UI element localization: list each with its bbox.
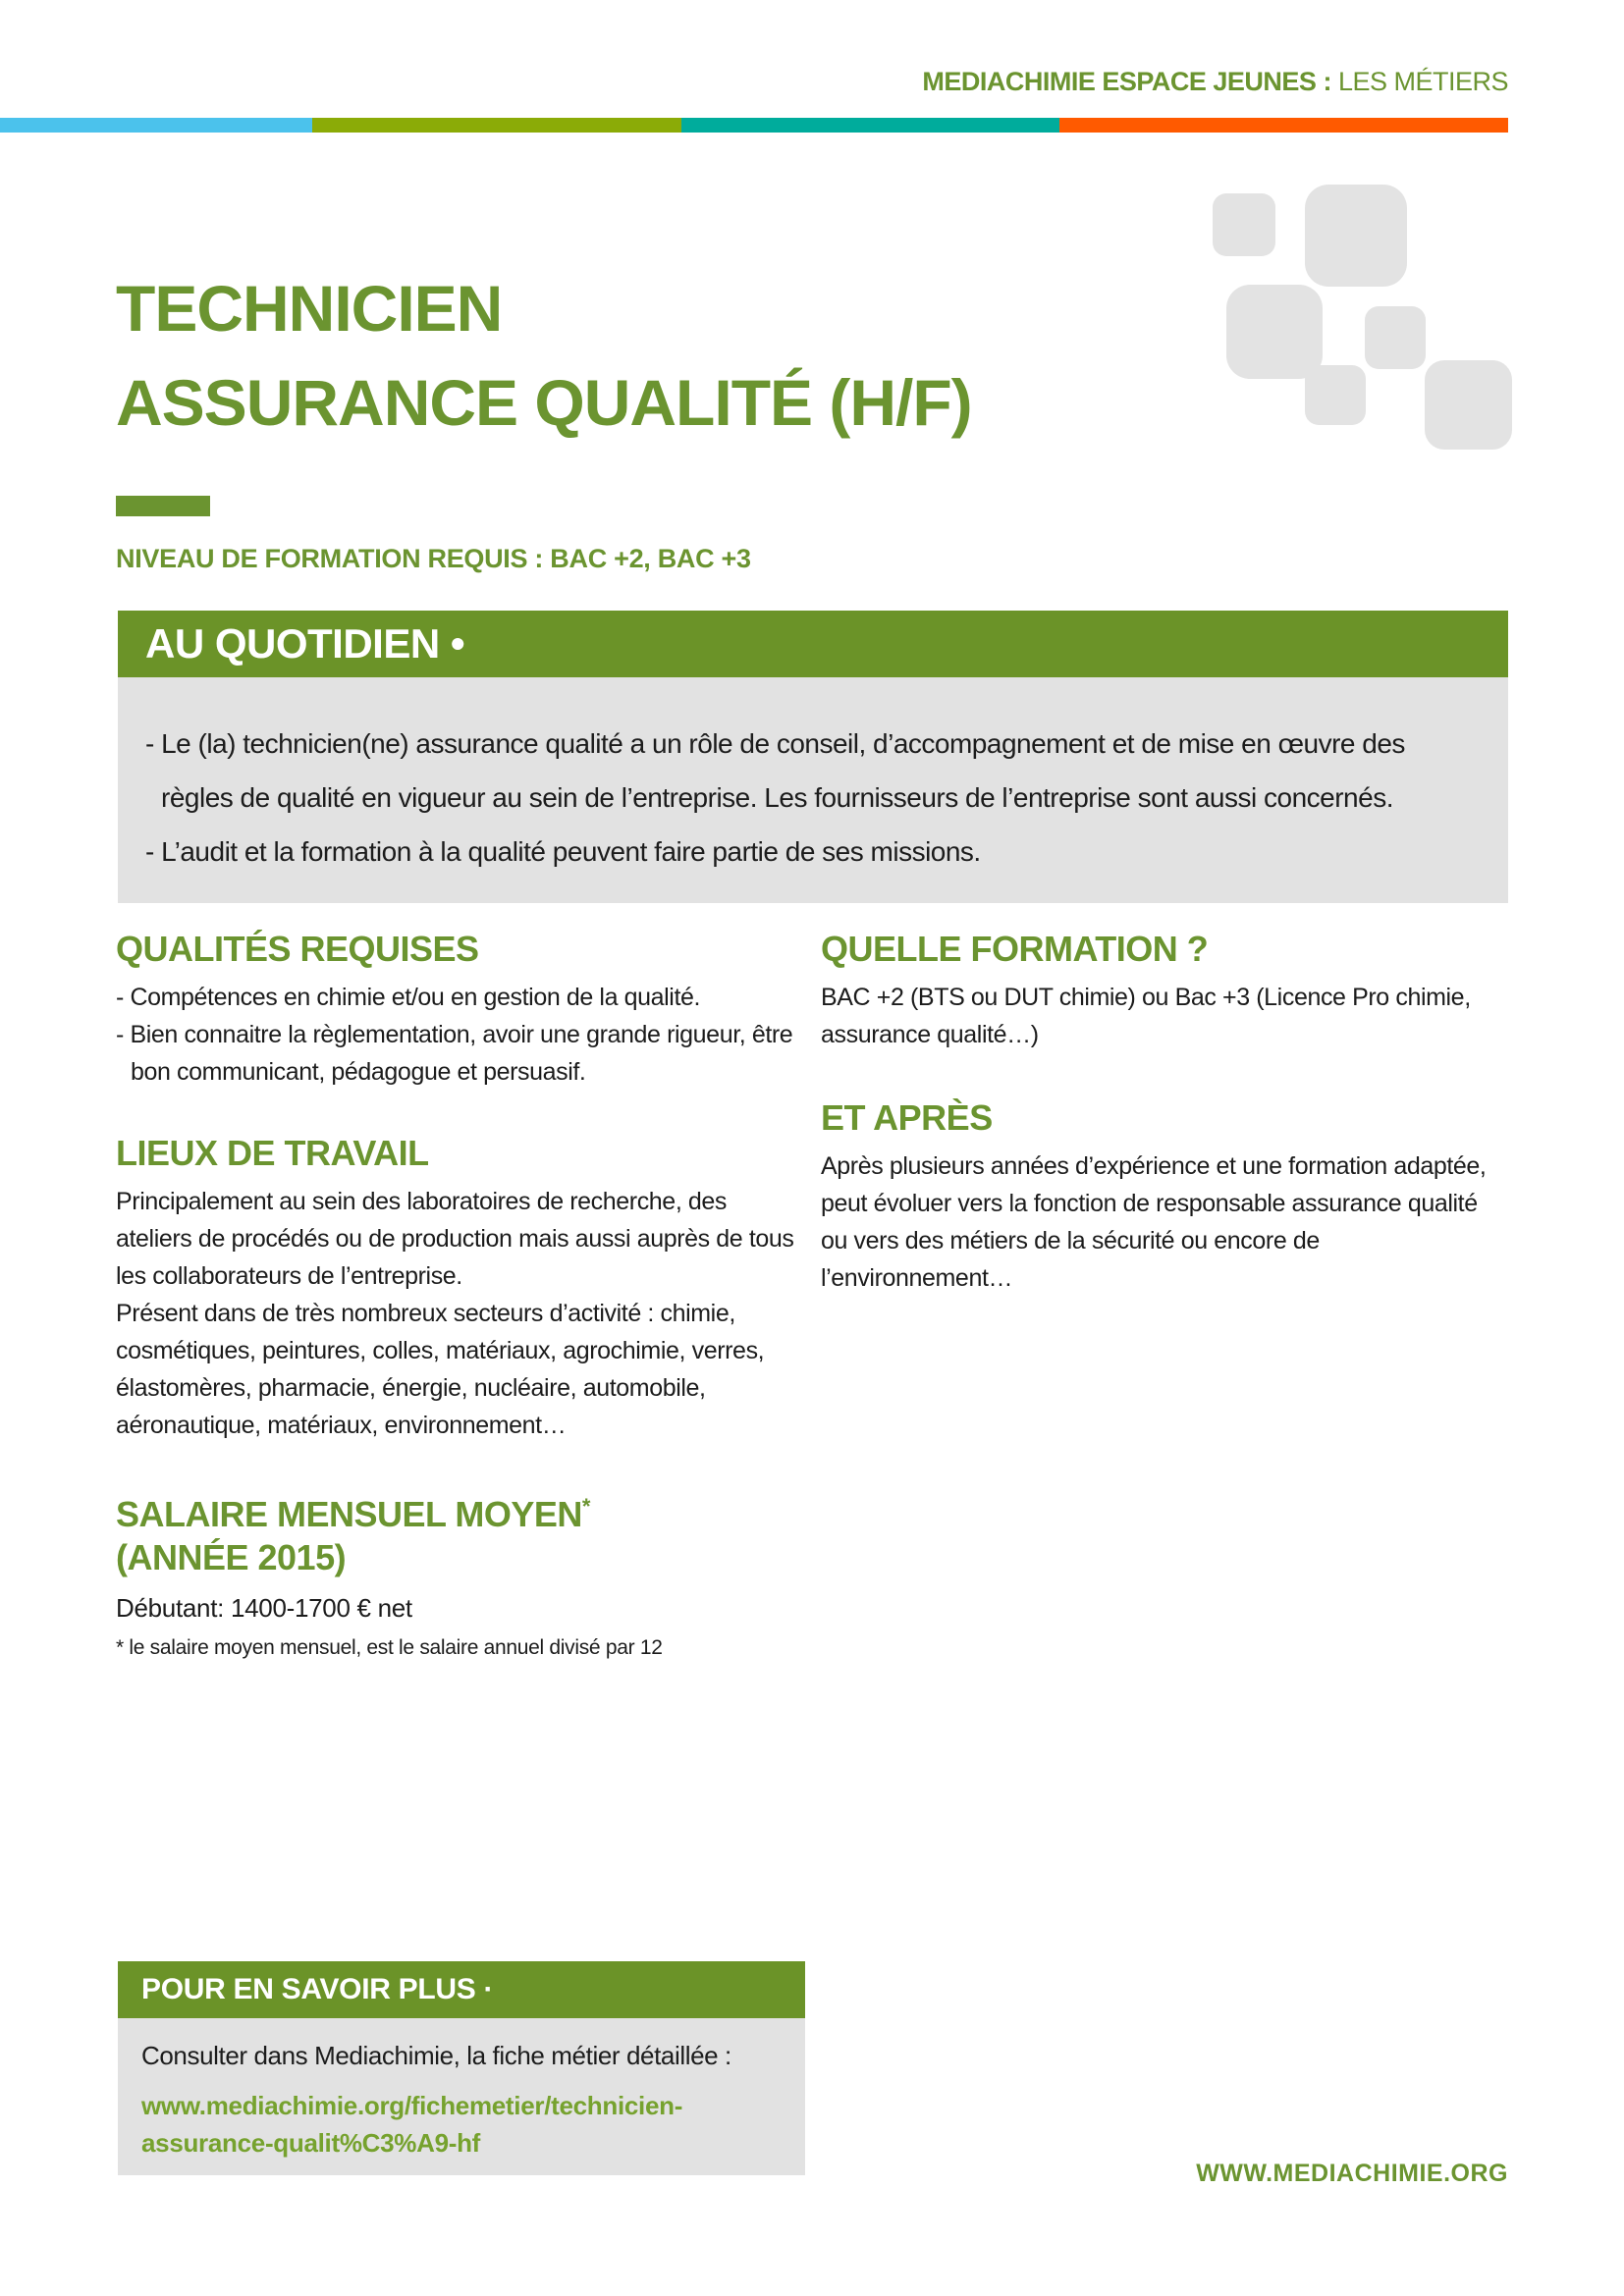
list-item: - Compétences en chimie et/ou en gestion de la qualité. (116, 984, 701, 1011)
left-column (116, 928, 795, 1662)
fiche-metier-link[interactable]: www.mediachimie.org/fichemetier/technicien-assurance-qualit%C3%A9-hf (141, 2091, 683, 2158)
brand-header-light: LES MÉTIERS (1337, 67, 1508, 96)
daily-item: - L’audit et la formation à la qualité peuvent faire partie de ses missions. (145, 836, 981, 867)
required-education-level: NIVEAU DE FORMATION REQUIS : BAC +2, BAC +3 (116, 544, 751, 573)
deco-square (1305, 185, 1407, 287)
salaire-heading-text: SALAIRE MENSUEL MOYEN (116, 1494, 582, 1534)
salary-value: Débutant: 1400-1700 € net (116, 1593, 412, 1623)
deco-square (1425, 360, 1512, 450)
et-apres-heading: ET APRÈS (821, 1097, 993, 1138)
daily-description-box (118, 677, 1508, 903)
formation-paragraph: BAC +2 (BTS ou DUT chimie) ou Bac +3 (Licence Pro chimie, assurance qualité…) (821, 984, 1471, 1048)
salaire-heading-line2: (ANNÉE 2015) (116, 1537, 347, 1577)
page-title-line1: TECHNICIEN (116, 272, 503, 346)
brand-header (922, 67, 1508, 96)
green-accent-bar (116, 496, 210, 516)
stripe-segment-teal (681, 118, 1059, 133)
salary-footnote: * le salaire moyen mensuel, est le salaire annuel divisé par 12 (116, 1636, 663, 1659)
stripe-segment-blue (0, 118, 312, 133)
brand-header-bold: MEDIACHIMIE ESPACE JEUNES : (922, 67, 1331, 96)
lieux-paragraph: Principalement au sein des laboratoires de recherche, des ateliers de procédés ou de production mais aussi auprès de tous les collaborateurs de l’entreprise. (116, 1188, 794, 1290)
lieux-paragraph: Présent dans de très nombreux secteurs d’activité : chimie, cosmétiques, peintures, colles, matériaux, agrochimie, verres, élastomères, pharmacie, énergie, nucléaire, automobile, aéronautique, matériaux, environnement… (116, 1300, 765, 1439)
more-info-banner-label: POUR EN SAVOIR PLUS · (141, 1973, 494, 2005)
deco-square (1226, 285, 1323, 379)
deco-square (1213, 193, 1275, 256)
site-url-footer: WWW.MEDIACHIMIE.ORG (1196, 2160, 1508, 2187)
salaire-asterisk: * (581, 1494, 590, 1519)
apres-paragraph: Après plusieurs années d’expérience et une formation adaptée, peut évoluer vers la fonction de responsable assurance qualité ou vers des métiers de la sécurité ou encore de l’environnement… (821, 1152, 1487, 1292)
salaire-heading-line1 (116, 1485, 795, 1536)
daily-section-banner-label: AU QUOTIDIEN • (145, 620, 465, 667)
qualites-requises-heading: QUALITÉS REQUISES (116, 929, 479, 969)
salaire-heading (116, 1485, 795, 1579)
daily-section-banner (118, 611, 1508, 677)
stripe-segment-orange (1059, 118, 1508, 133)
daily-item: - Le (la) technicien(ne) assurance qualité a un rôle de conseil, d’accompagnement et de mise en œuvre des règles de qualité en vigueur au sein de l’entreprise. Les fournisseurs de l’entreprise sont aussi concernés. (145, 728, 1405, 813)
two-column-content (116, 928, 1508, 1662)
more-info-intro: Consulter dans Mediachimie, la fiche métier détaillée : (141, 2041, 731, 2070)
qualites-requises-list (116, 979, 795, 1091)
list-item: - Bien connaitre la règlementation, avoir une grande rigueur, être bon communicant, pédagogue et persuasif. (116, 1021, 793, 1086)
right-column (821, 928, 1508, 1662)
more-info-banner (118, 1961, 805, 2018)
page-title-line2: ASSURANCE QUALITÉ (H/F) (116, 366, 972, 440)
more-info-box (118, 2018, 805, 2175)
color-stripe (0, 118, 1508, 133)
page-title (116, 261, 972, 450)
stripe-segment-olive (312, 118, 681, 133)
deco-square (1365, 306, 1426, 369)
deco-square (1305, 365, 1366, 425)
quelle-formation-heading: QUELLE FORMATION ? (821, 929, 1209, 969)
lieux-de-travail-heading: LIEUX DE TRAVAIL (116, 1133, 429, 1173)
